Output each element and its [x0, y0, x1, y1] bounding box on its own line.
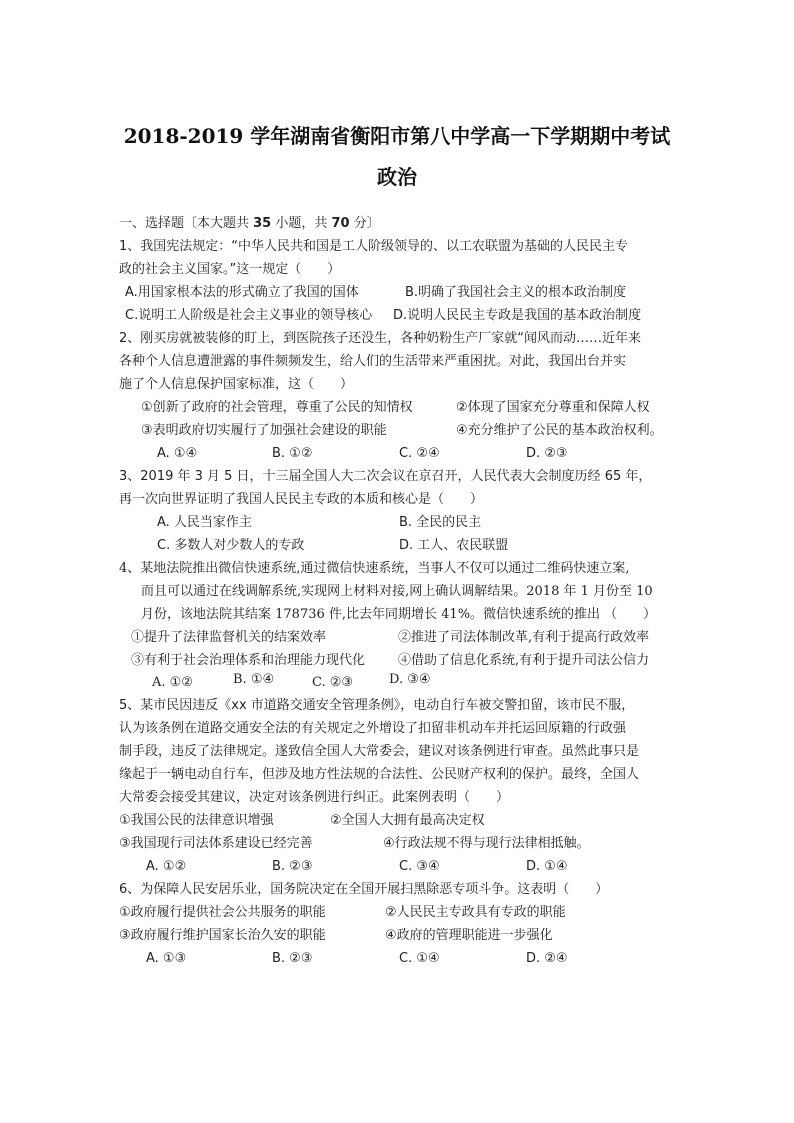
- q1-stem-line2: 政的社会主义国家。”这一规定（ ）: [119, 262, 341, 277]
- q5-stem-line2: 认为该条例在道路交通安全法的有关规定之外增设了扣留非机动车并托运回原籍的行政强: [119, 721, 627, 736]
- q6-statement-1: ①政府履行提供社会公共服务的职能: [119, 905, 326, 920]
- q4-statement-3: ③有利于社会治理体系和治理能力现代化: [131, 653, 366, 668]
- q3-stem-line1: 3、2019 年 3 月 5 日，十三届全国人大二次会议在京召开，人民代表大会制度历经 65 年，: [119, 469, 652, 484]
- q5-stem-line3: 制手段，违反了法律规定。遂致信全国人大常委会，建议对该条例进行审查。虽然此事只是: [119, 744, 640, 759]
- q3-option-c: C. 多数人对少数人的专政: [157, 538, 305, 553]
- q1-stem-line1: 1、我国宪法规定：“中华人民共和国是工人阶级领导的、以工农联盟为基础的人民民主专: [119, 239, 629, 254]
- q5-statement-3: ③我国现行司法体系建设已经完善: [119, 836, 313, 851]
- q4-option-d: D. ③④: [389, 672, 431, 687]
- q2-option-a: A. ①④: [157, 446, 198, 461]
- q1-option-a: A.用国家根本法的形式确立了我国的国体: [125, 285, 359, 300]
- q4-statement-2: ②推进了司法体制改革,有利于提高行政效率: [398, 630, 650, 645]
- q3-option-a: A. 人民当家作主: [157, 515, 252, 530]
- q5-option-c: C. ③④: [399, 859, 440, 874]
- q4-stem-line1: 4、某地法院推出微信快速系统,通过微信快速系统，当事人不仅可以通过二维码快速立案,: [119, 561, 630, 576]
- q4-statement-4: ④借助了信息化系统,有利于提升司法公信力: [398, 653, 650, 668]
- q5-option-d: D. ①④: [526, 859, 568, 874]
- q5-stem-line1: 5、某市民因违反《xx 市道路交通安全管理条例》，电动自行车被交警扣留，该市民不服，: [119, 698, 635, 713]
- q4-option-a: A. ①②: [152, 675, 193, 690]
- q3-stem-line2: 再一次向世界证明了我国人民民主专政的本质和核心是（ ）: [119, 492, 484, 507]
- q5-option-a: A. ①②: [146, 859, 187, 874]
- q4-option-b: B. ①④: [233, 672, 275, 687]
- q6-statement-2: ②人民民主专政具有专政的职能: [385, 905, 566, 920]
- section-middle: 小题，共: [271, 216, 332, 231]
- q2-option-c: C. ②④: [399, 446, 440, 461]
- q1-option-c: C.说明工人阶级是社会主义事业的领导核心: [125, 308, 373, 323]
- q4-option-c: C. ②③: [312, 675, 354, 690]
- q2-statement-4: ④充分维护了公民的基本政治权利。: [456, 423, 663, 438]
- q5-statement-1: ①我国公民的法律意识增强: [119, 813, 274, 828]
- q3-option-b: B. 全民的民主: [399, 515, 482, 530]
- q6-statement-3: ③政府履行维护国家长治久安的职能: [119, 928, 326, 943]
- q6-statement-4: ④政府的管理职能进一步强化: [385, 928, 553, 943]
- q2-stem-line1: 2、刚买房就被装修的盯上，到医院孩子还没生，各种奶粉生产厂家就“闻风而动……近年来: [119, 331, 642, 346]
- q4-stem-line2: 而且可以通过在线调解系统,实现网上材料对接,网上确认调解结果。2018 年 1 月份至 10: [141, 584, 653, 599]
- q1-option-d: D.说明人民民主专政是我国的基本政治制度: [393, 308, 642, 323]
- q2-stem-line2: 各种个人信息遭泄露的事件频频发生，给人们的生活带来严重困扰。对此，我国出台并实: [119, 354, 627, 369]
- section-suffix: 分〕: [349, 216, 380, 231]
- exam-subject: 政治: [377, 165, 417, 189]
- q2-statement-1: ①创新了政府的社会管理，尊重了公民的知情权: [141, 400, 413, 415]
- q4-stem-line3: 月份，该地法院其结案 178736 件,比去年同期增长 41%。微信快速系统的推出 （ ）: [141, 607, 657, 622]
- section-score: 70: [331, 216, 350, 231]
- section-count: 35: [253, 216, 272, 231]
- q5-stem-line4: 缘起于一辆电动自行车，但涉及地方性法规的合法性、公民财产权利的保护。最终，全国人: [119, 767, 640, 782]
- section-heading: [119, 216, 380, 232]
- exam-title: 2018-2019 学年湖南省衡阳市第八中学高一下学期期中考试: [123, 124, 671, 148]
- q2-stem-line3: 施了个人信息保护国家标准，这（ ）: [119, 377, 354, 392]
- q6-option-c: C. ①④: [399, 951, 440, 966]
- q5-stem-line5: 大常委会接受其建议，决定对该条例进行纠正。此案例表明（ ）: [119, 790, 510, 805]
- q6-stem-line1: 6、为保障人民安居乐业，国务院决定在全国开展扫黑除恶专项斗争。这表明（ ）: [119, 882, 609, 897]
- q2-statement-2: ②体现了国家充分尊重和保障人权: [456, 400, 650, 415]
- q2-statement-3: ③表明政府切实履行了加强社会建设的职能: [141, 423, 387, 438]
- q5-statement-4: ④行政法规不得与现行法律相抵触。: [383, 836, 590, 851]
- section-prefix: 一、选择题〔本大题共: [119, 216, 254, 231]
- q1-option-b: B.明确了我国社会主义的根本政治制度: [405, 285, 627, 300]
- q5-statement-2: ②全国人大拥有最高决定权: [330, 813, 485, 828]
- q6-option-b: B. ②③: [272, 951, 313, 966]
- q6-option-d: D. ②④: [526, 951, 568, 966]
- q2-option-d: D. ②③: [526, 446, 568, 461]
- q6-option-a: A. ①③: [146, 951, 187, 966]
- q4-statement-1: ①提升了法律监督机关的结案效率: [131, 630, 327, 645]
- q3-option-d: D. 工人、农民联盟: [399, 538, 509, 553]
- q5-option-b: B. ②③: [272, 859, 313, 874]
- q2-option-b: B. ①②: [272, 446, 313, 461]
